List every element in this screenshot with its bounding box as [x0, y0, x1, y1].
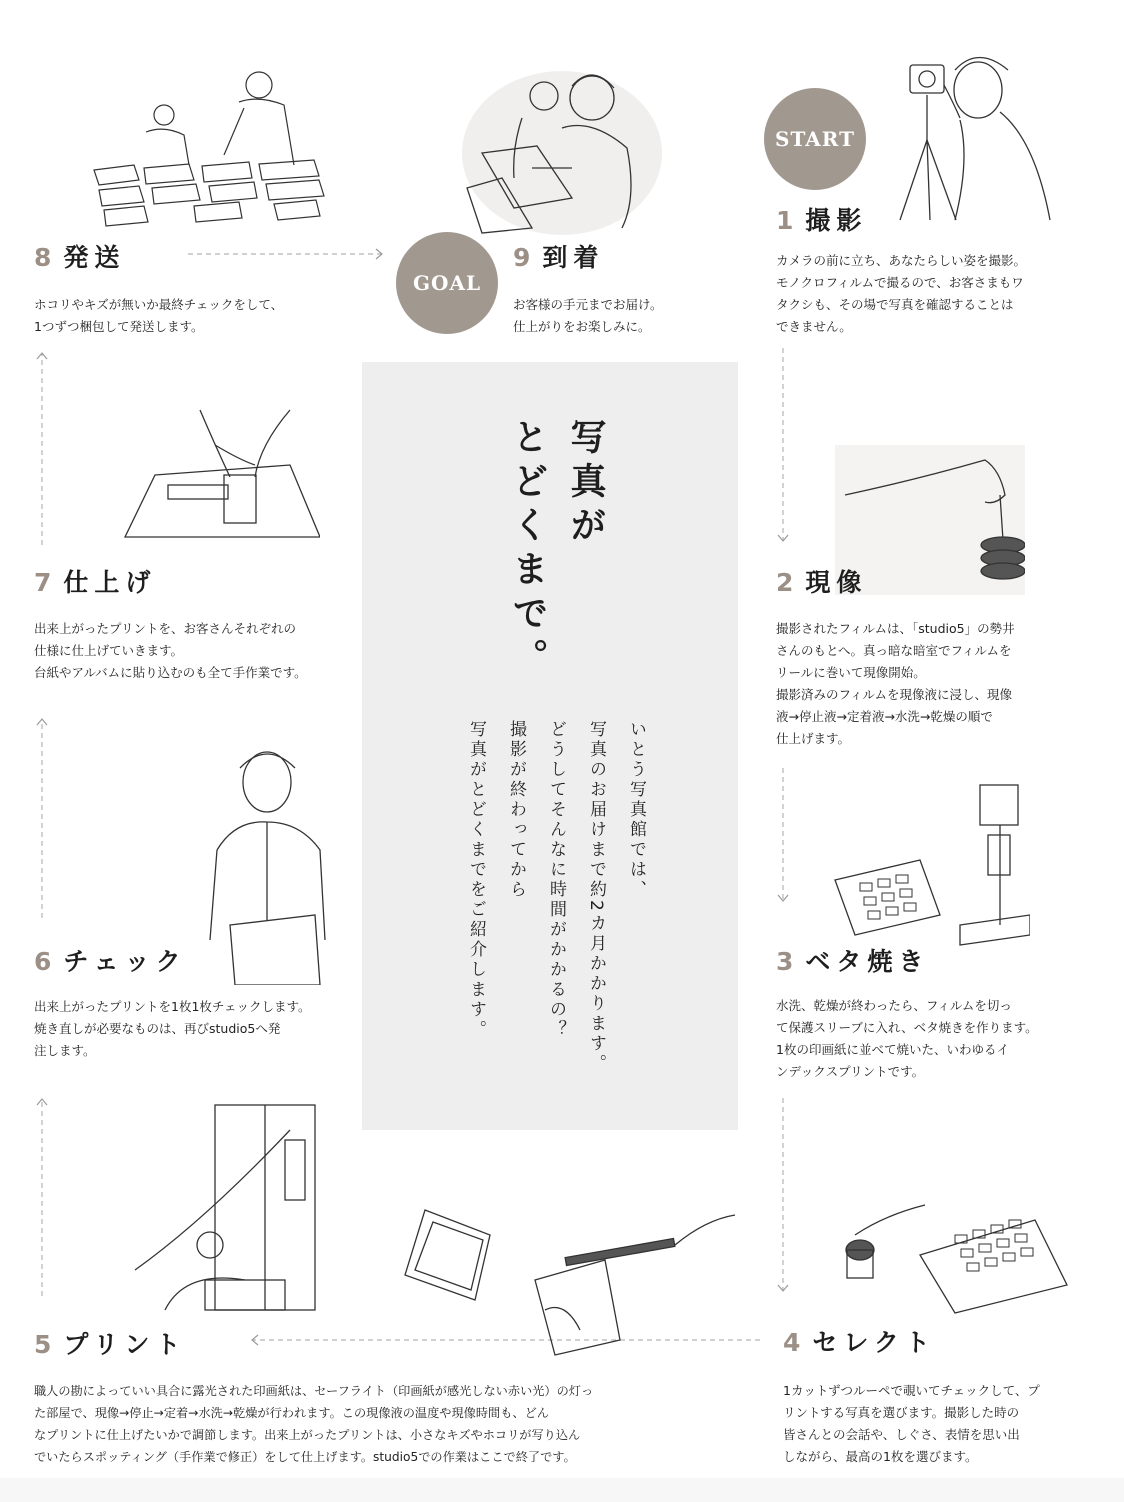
step-2-desc: 撮影されたフィルムは、「studio5」の勢井 さんのもとへ。真っ暗な暗室でフィルムを リールに巻いて現像開始。 撮影済みのフィルムを現像液に浸し、現像 液→停止液→定着液→水洗→乾燥の順で 仕上げます。 [776, 621, 1015, 746]
loupe-select-illustration [835, 1195, 1070, 1315]
step-9-number: 9 [513, 243, 531, 272]
step-4-title [783, 1323, 936, 1359]
step-3-number: 3 [776, 947, 794, 976]
step-2-number: 2 [776, 568, 794, 597]
step-4-label: セレクト [812, 1328, 936, 1357]
checking-illustration [205, 740, 335, 985]
headline-line-1: 写真が [565, 418, 606, 550]
step-8-label: 発送 [63, 243, 126, 272]
step-6-desc: 出来上がったプリントを1枚1枚チェックします。 焼き直しが必要なものは、再びstudio5へ発 注します。 [34, 999, 311, 1058]
step-2-title [776, 563, 867, 599]
step-6-number: 6 [34, 947, 52, 976]
step-6-label: チェック [63, 947, 187, 976]
step-9-label: 到着 [542, 243, 605, 272]
step-8-title [34, 238, 125, 274]
step-7-label: 仕上げ [63, 568, 157, 597]
headline-line-2: とどくまで。 [507, 418, 548, 682]
intro-line-3: どうしてそんなに時間がかかるの？ [546, 720, 566, 1040]
step-5-title [34, 1325, 186, 1361]
step-8-number: 8 [34, 243, 52, 272]
step-3-label: ベタ焼き [805, 947, 930, 976]
step-1-desc: カメラの前に立ち、あなたらしい姿を撮影。 モノクロフィルムで撮るので、お客さまもワ タクシも、その場で写真を確認することは できません。 [776, 253, 1027, 334]
step-7-title [34, 563, 156, 599]
photographer-illustration [860, 40, 1070, 225]
step-7-desc: 出来上がったプリントを、お客さんそれぞれの 仕様に仕上げていきます。 台紙やアルバムに貼り込むのも全て手作業です。 [34, 621, 307, 680]
step-9-desc: お客様の手元までお届け。 仕上がりをお楽しみに。 [513, 297, 663, 334]
packing-illustration [84, 60, 334, 235]
goal-badge: GOAL [396, 232, 498, 334]
step-2-label: 現像 [805, 568, 868, 597]
mounting-illustration [120, 405, 320, 540]
step-4-desc: 1カットずつルーペで覗いてチェックして、プ リントする写真を選びます。撮影した時の 皆さんとの会話や、しぐさ、表情を思い出 しながら、最高の1枚を選びます。 [783, 1383, 1040, 1464]
printing-illustration [125, 1100, 325, 1315]
step-6-title [34, 942, 187, 978]
step-3-title [776, 942, 929, 978]
customers-illustration [452, 58, 662, 238]
step-4-number: 4 [783, 1328, 801, 1357]
step-5-label: プリント [63, 1330, 187, 1359]
intro-line-4: 撮影が終わってから [506, 720, 526, 900]
intro-line-2: 写真のお届けまで約2カ月かかります。 [586, 720, 606, 1074]
footer-band [0, 1478, 1124, 1502]
step-1-label: 撮影 [805, 206, 868, 235]
print-tools-illustration [395, 1200, 740, 1360]
step-5-number: 5 [34, 1330, 52, 1359]
intro-line-5: 写真がとどくまでをご紹介します。 [466, 720, 486, 1040]
step-9-title [513, 238, 604, 274]
step-1-title [776, 201, 867, 237]
step-1-number: 1 [776, 206, 794, 235]
step-7-number: 7 [34, 568, 52, 597]
start-badge: START [764, 88, 866, 190]
step-5-desc: 職人の勘によっていい具合に露光された印画紙は、セーフライト（印画紙が感光しない赤い光）の灯っ た部屋で、現像→停止→定着→水洗→乾燥が行われます。この現像液の温度や現像時間も、どん なプリントに仕上げたいかで調節します。出来上がったプリントは、小さなキズやホコリが写り込ん でいたらスポッティング（手作業で修正）をして仕上げます。studio5での作業はここで終了です。 [34, 1384, 594, 1464]
step-8-desc: ホコリやキズが無いか最終チェックをして、 1つずつ梱包して発送します。 [34, 297, 284, 334]
step-3-desc: 水洗、乾燥が終わったら、フィルムを切っ て保護スリーブに入れ、ベタ焼きを作ります。 1枚の印画紙に並べて焼いた、いわゆるイ ンデックスプリントです。 [776, 998, 1038, 1079]
enlarger-illustration [830, 775, 1030, 950]
intro-line-1: いとう写真館では、 [626, 720, 646, 900]
